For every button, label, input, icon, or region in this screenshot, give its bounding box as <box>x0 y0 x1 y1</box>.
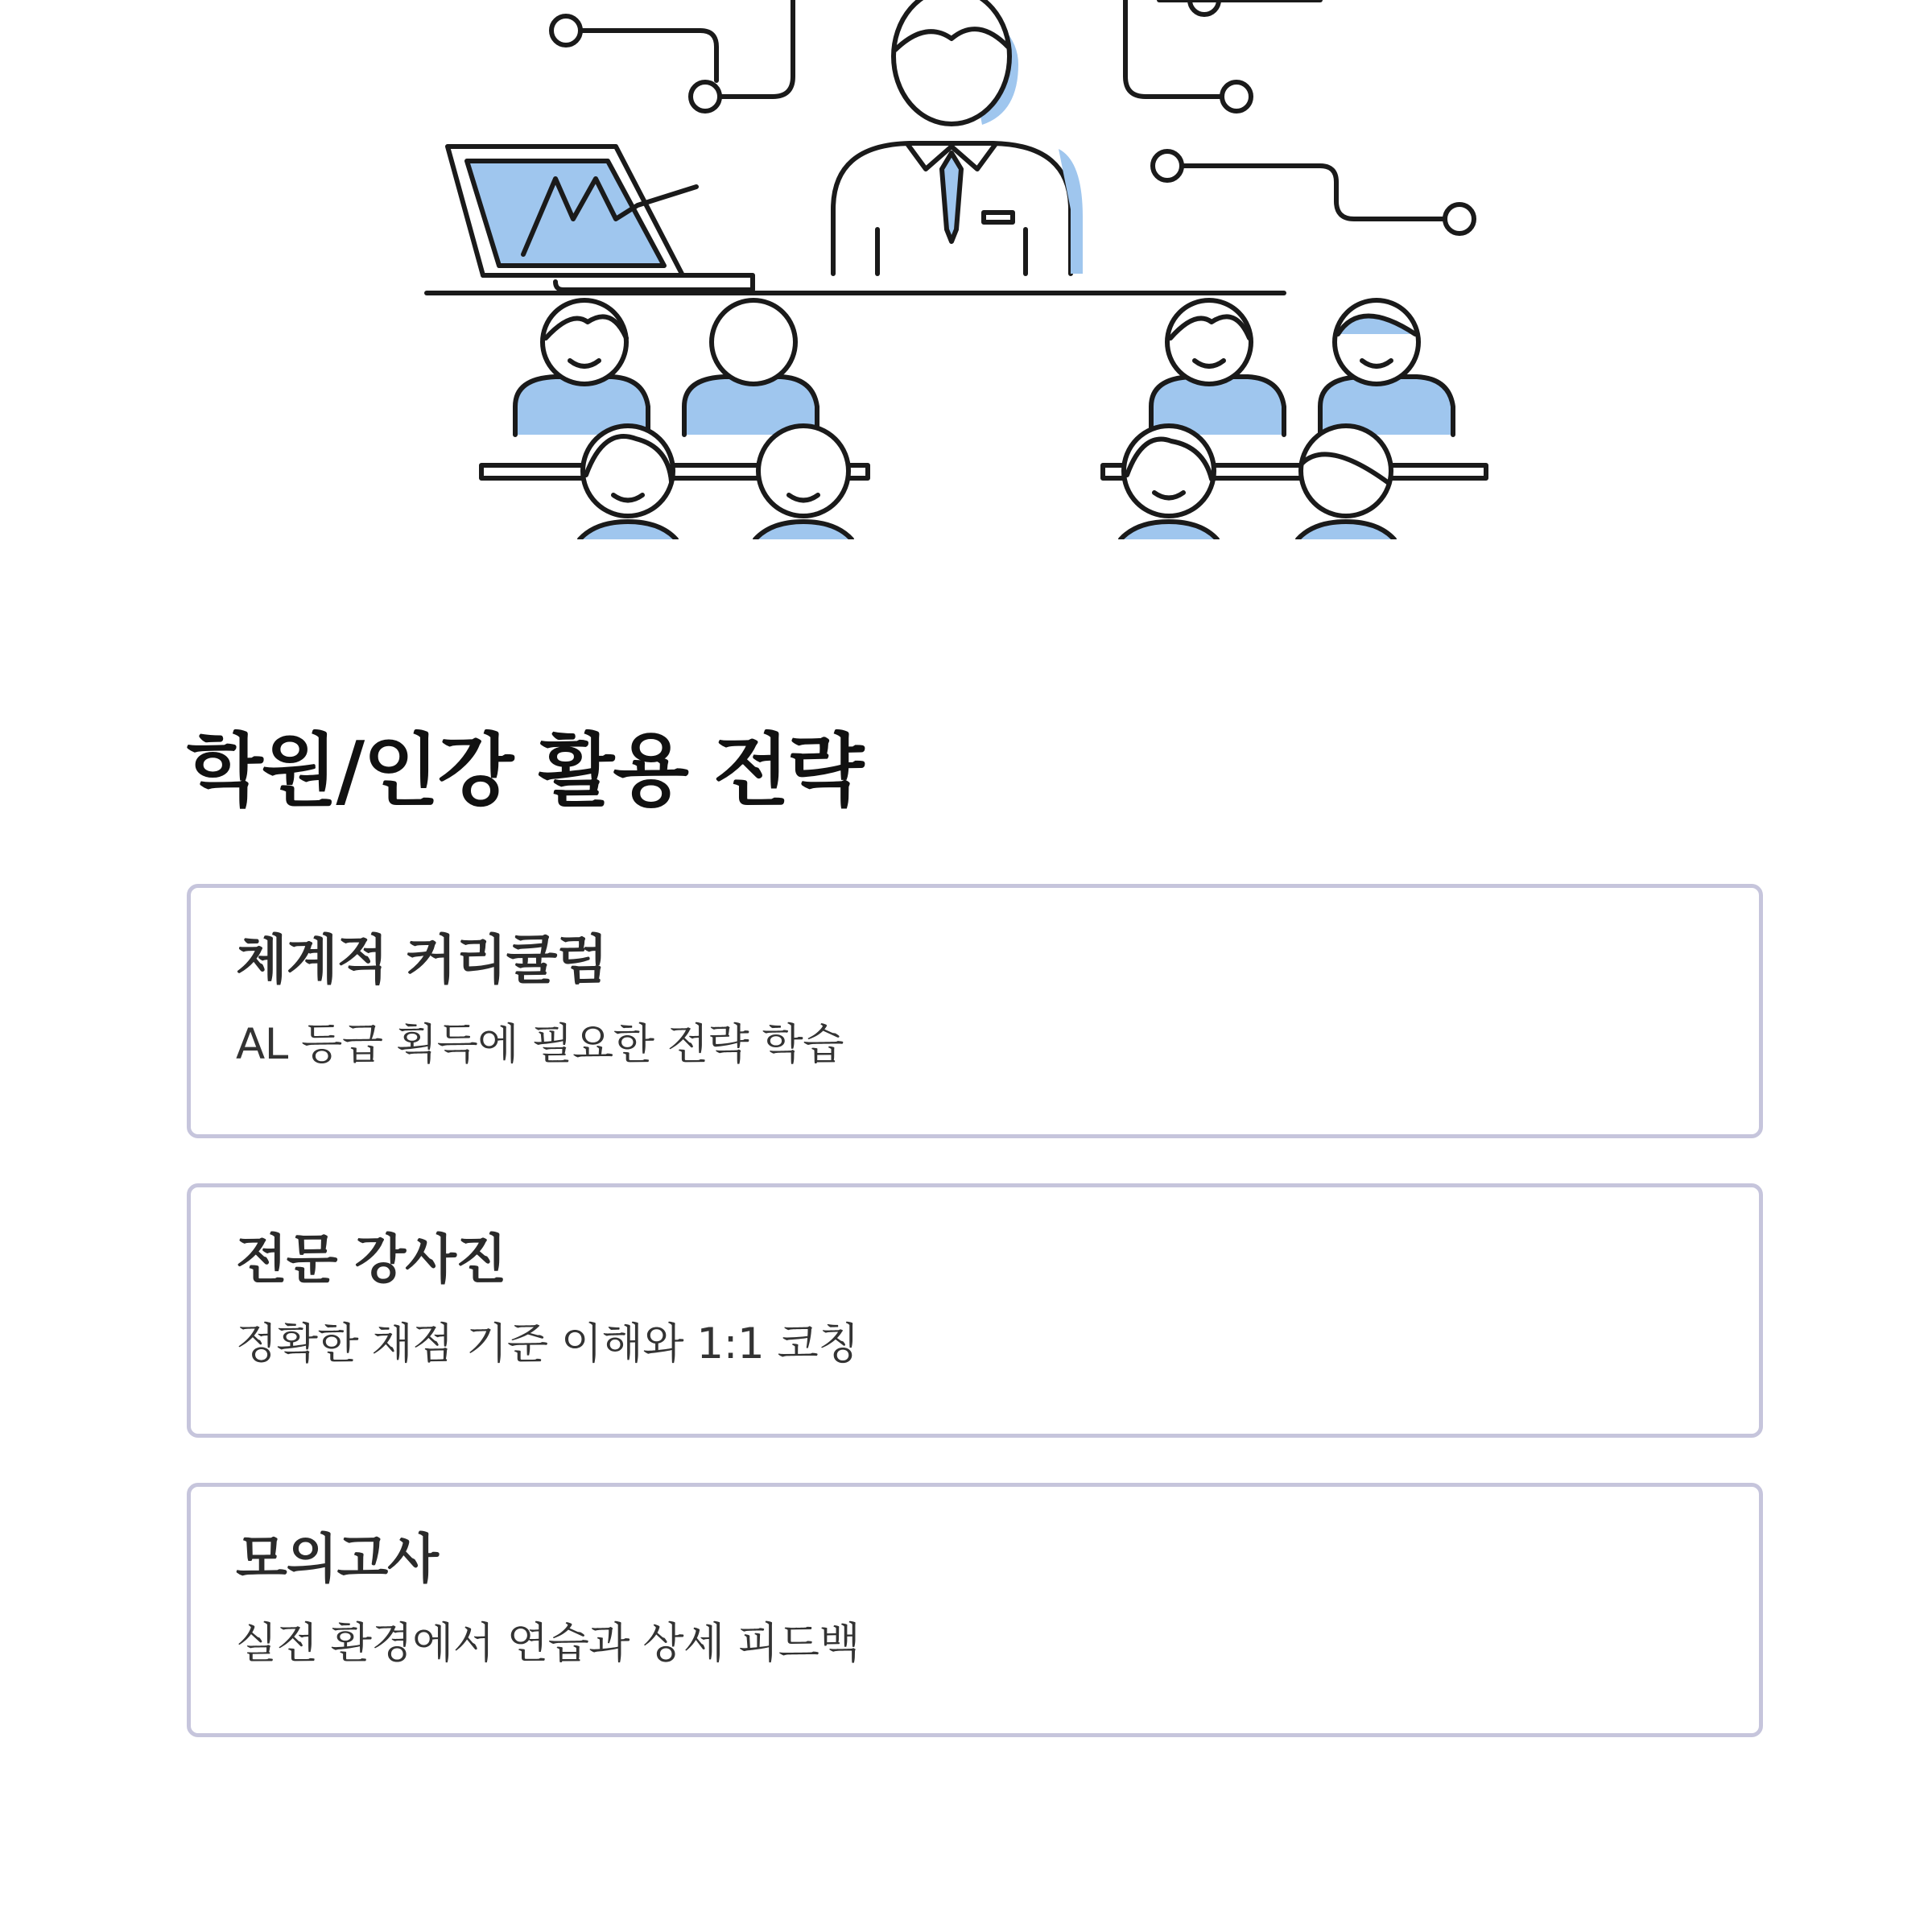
section-title: 학원/인강 활용 전략 <box>187 725 863 817</box>
strategy-cards <box>187 884 1763 1737</box>
card-title: 모의고사 <box>236 1527 439 1590</box>
circuit-lines-left <box>551 0 793 111</box>
teacher-figure <box>833 0 1083 274</box>
card-description: AL 등급 획득에 필요한 전략 학습 <box>236 1019 844 1069</box>
classroom-lecture-illustration <box>0 0 1932 539</box>
strategy-card-instructors <box>187 1183 1763 1438</box>
strategy-card-mock-test <box>187 1483 1763 1737</box>
students-back-left <box>515 300 817 435</box>
strategy-card-curriculum <box>187 884 1763 1138</box>
laptop-chart <box>448 147 753 290</box>
students-front <box>580 426 1394 539</box>
card-description: 정확한 채점 기준 이해와 1:1 코칭 <box>236 1319 859 1368</box>
card-title: 체계적 커리큘럼 <box>236 928 608 991</box>
card-title: 전문 강사진 <box>236 1228 506 1290</box>
strategy-section <box>187 725 1763 1782</box>
students-back-right <box>1151 300 1453 435</box>
hero-illustration <box>0 0 1932 539</box>
card-description: 실전 환경에서 연습과 상세 피드백 <box>236 1618 861 1668</box>
circuit-lines-right <box>1125 0 1474 233</box>
